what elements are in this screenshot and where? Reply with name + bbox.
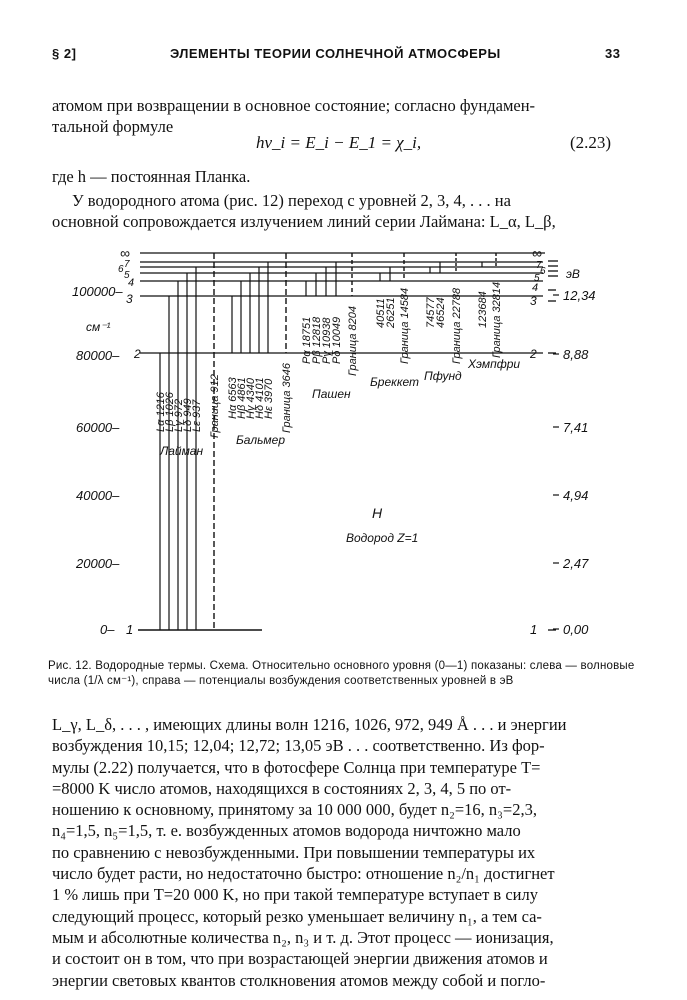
ev-value-7-41: 7,41: [563, 420, 589, 435]
text-line: мулы (2.22) получается, что в фотосфере Солнца при температуре T=: [52, 757, 541, 777]
level-label-2: 2: [134, 347, 141, 361]
ev-value-8-88: 8,88: [563, 347, 589, 362]
label-balmer-delta: Hδ 4101: [254, 377, 266, 419]
ev-value-0-00: 0,00: [563, 622, 589, 637]
left-axis-unit: см⁻¹: [86, 320, 111, 334]
text-line: ношению к основному, принятому за 10 000 000, будет n₂=16, n₃=2,3,: [52, 800, 537, 820]
left-tick-40000: 40000–: [76, 488, 120, 503]
label-lyman-delta: Lδ 949: [182, 398, 194, 432]
label-pfund-1: 74577: [425, 297, 437, 328]
running-title: ЭЛЕМЕНТЫ ТЕОРИИ СОЛНЕЧНОЙ АТМОСФЕРЫ: [170, 46, 501, 61]
left-tick-80000: 80000–: [76, 348, 120, 363]
left-tick-20000: 20000–: [76, 556, 120, 571]
right-level-3: 3: [530, 294, 537, 308]
level-label-4: 4: [128, 277, 135, 289]
text-line: по сравнению с невозбужденными. При повышении температуры их: [52, 842, 536, 862]
text-line: энергии световых квантов столкновения атомов между собой и погло-: [52, 970, 546, 990]
level-label-3: 3: [126, 292, 133, 306]
text-line: число будет расти, но недостаточно быстро: отношение n₂/n₁ достигнет: [52, 864, 555, 884]
right-level-2: 2: [530, 347, 537, 361]
text-line: и состоит он в том, что при возрастающей энергии движения атомов и: [52, 949, 548, 969]
label-brackett-1: 40511: [375, 298, 387, 328]
label-balmer-epsilon: Hε 3970: [263, 378, 275, 419]
right-level-7: 7: [536, 260, 542, 271]
text-line: мым и абсолютные количества n₂, n₃ и т. д. Этот процесс — ионизация,: [52, 927, 554, 947]
ev-value-4-94: 4,94: [563, 488, 589, 503]
right-level-inf: ∞: [532, 245, 542, 261]
paragraph-3-line-1: У водородного атома (рис. 12) переход с уровней 2, 3, 4, . . . на: [72, 191, 511, 210]
ev-value-12-34: 12,34: [563, 288, 596, 303]
level-label-7: 7: [124, 259, 130, 270]
text-line: 1 % лишь при T=20 000 K, но при такой температуре вступает в силу: [52, 885, 538, 905]
label-pfund-2: 46524: [435, 297, 447, 328]
label-balmer-limit: Граница 3646: [281, 363, 293, 433]
series-name-paschen: Пашен: [312, 387, 351, 401]
label-brackett-limit: Граница 14584: [399, 287, 411, 364]
figure-caption: Рис. 12. Водородные термы. Схема. Относительно основного уровня (0—1) показаны: слева — волновые числа (1/λ см⁻¹), справа — потенциалы возбуждения соответственных уровней в эВ: [48, 660, 635, 687]
paragraph-1-line-2: тальной формуле: [52, 117, 174, 136]
label-balmer-beta: Hβ 4861: [236, 377, 248, 419]
label-lyman-beta: Lβ 1026: [164, 392, 176, 432]
label-balmer-alpha: Hα 6563: [227, 377, 239, 419]
series-name-lyman: Лайман: [160, 444, 204, 458]
text-line: L_γ, L_δ, . . . , имеющих длины волн 1216, 1026, 972, 949 Å . . . и энергии: [52, 715, 567, 734]
level-label-6: 6: [118, 264, 124, 275]
ev-value-2-47: 2,47: [563, 556, 589, 571]
label-paschen-beta: Pβ 12818: [311, 316, 323, 364]
paragraph-1-line-1: атомом при возвращении в основное состояние; согласно фундамен-: [52, 96, 536, 115]
right-level-1: 1: [530, 622, 538, 637]
series-name-balmer: Бальмер: [236, 433, 286, 447]
label-lyman-alpha: Lα 1216: [155, 392, 167, 432]
label-paschen-delta: Pδ 10049: [331, 316, 343, 364]
equation-number: (2.23): [570, 133, 612, 152]
series-name-pfund: Пфунд: [424, 369, 462, 383]
body-text-bottom: [52, 714, 637, 991]
label-paschen-gamma: Pγ 10938: [321, 317, 333, 364]
label-pfund-limit: Граница 22788: [451, 287, 463, 364]
series-name-brackett: Бреккет: [370, 375, 420, 389]
section-marker: § 2]: [52, 46, 77, 61]
label-humphreys-limit: Граница 32814: [491, 281, 503, 358]
level-label-5: 5: [124, 270, 130, 281]
left-tick-100000: 100000–: [72, 284, 123, 299]
label-paschen-limit: Граница 8204: [347, 306, 359, 376]
element-name: Водород Z=1: [346, 531, 419, 545]
text-line: следующий процесс, который резко уменьшает величину n₁, а тем са-: [52, 906, 542, 926]
hydrogen-term-diagram: [0, 236, 687, 656]
label-humphreys-1: 123684: [477, 291, 489, 328]
element-symbol: H: [372, 505, 383, 521]
level-label-1: 1: [126, 622, 134, 637]
series-name-humphreys: Хэмпфри: [468, 357, 521, 371]
text-line: n₄=1,5, n₅=1,5, т. е. возбужденных атомов водорода ничтожно мало: [52, 821, 521, 841]
label-lyman-limit: Граница 912: [209, 374, 221, 438]
level-label-inf: ∞: [120, 245, 130, 261]
text-line: возбуждения 10,15; 12,04; 12,72; 13,05 эВ . . . соответственно. Из фор-: [52, 736, 545, 756]
right-axis-unit: эВ: [566, 267, 580, 281]
right-level-5: 5: [534, 273, 540, 284]
paragraph-2: где h — постоянная Планка.: [52, 167, 251, 186]
label-lyman-epsilon: Lε 937: [191, 399, 203, 432]
left-tick-0: 0–: [100, 622, 115, 637]
paragraph-3-line-2: основной сопровождается излучением линий серии Лаймана: L_α, L_β,: [52, 212, 556, 231]
equation: hν_i = E_i − E_1 = χ_i,: [256, 133, 422, 152]
label-paschen-alpha: Pα 18751: [301, 316, 313, 364]
label-brackett-2: 26251: [385, 297, 397, 328]
right-level-6: 6: [540, 266, 546, 277]
left-tick-60000: 60000–: [76, 420, 120, 435]
right-level-4: 4: [532, 282, 539, 294]
label-lyman-gamma: Lγ 972: [173, 398, 185, 432]
text-line: =8000 K число атомов, находящихся в состояниях 2, 3, 4, 5 по от-: [52, 778, 512, 798]
page-number: 33: [605, 46, 621, 61]
label-balmer-gamma: Hγ 4340: [245, 378, 257, 419]
